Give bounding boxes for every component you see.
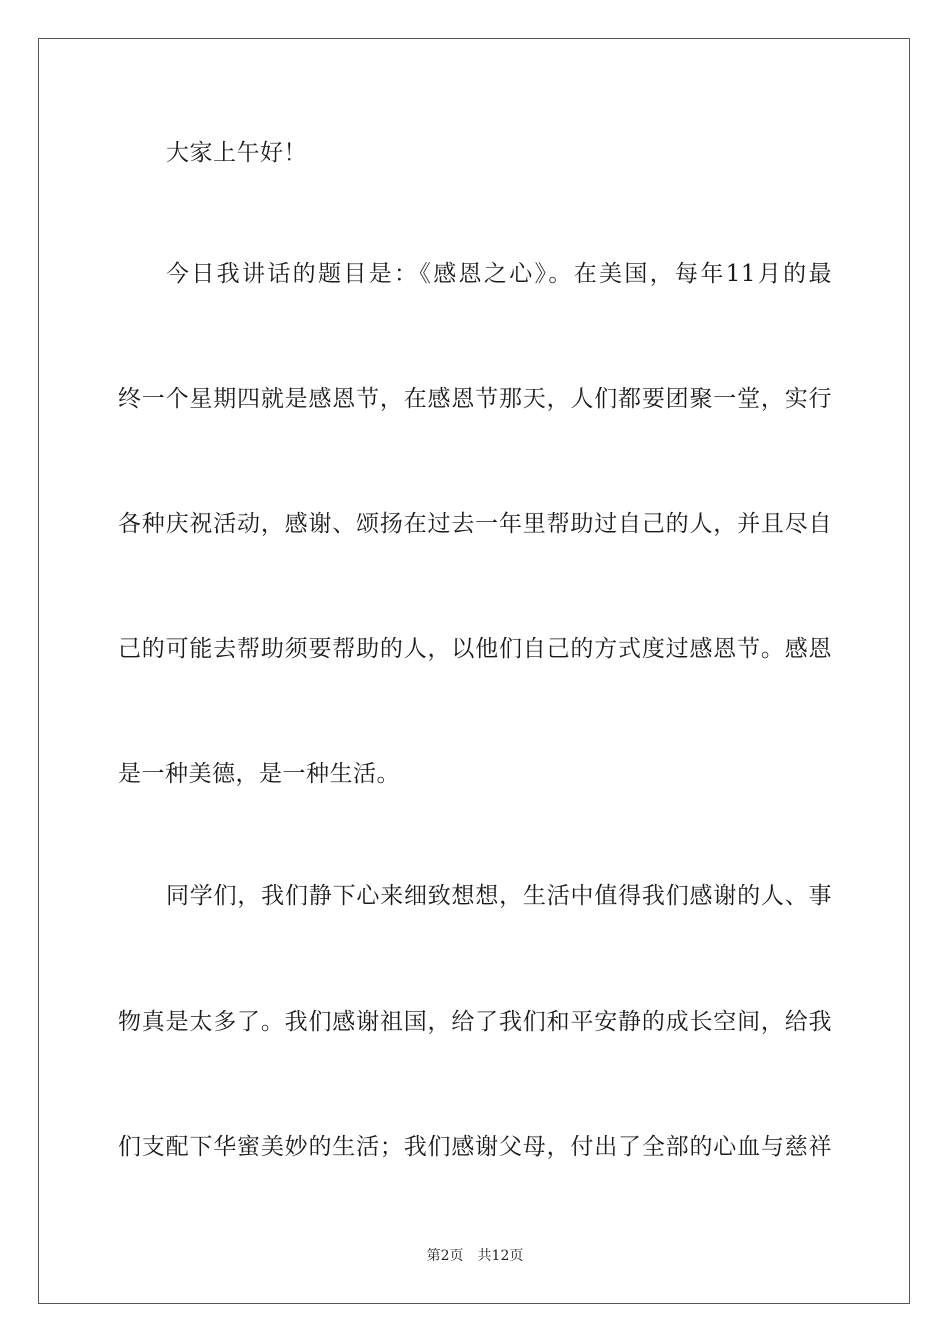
page-border: [38, 38, 910, 1304]
paragraph-line: 今日我讲话的题目是：《感恩之心》。在美国，每年11月的最: [166, 261, 832, 287]
paragraph-line: 物真是太多了。我们感谢祖国，给了我们和平安静的成长空间，给我: [118, 1009, 832, 1035]
page-total: 共12页: [477, 1248, 524, 1264]
page-number: 第2页: [426, 1248, 464, 1264]
page-footer: [0, 1246, 950, 1266]
paragraph-line: 同学们，我们静下心来细致想想，生活中值得我们感谢的人、事: [166, 883, 832, 909]
paragraph-line: 各种庆祝活动，感谢、颂扬在过去一年里帮助过自己的人，并且尽自: [118, 511, 832, 537]
paragraph-line: 们支配下华蜜美妙的生活；我们感谢父母，付出了全部的心血与慈祥: [118, 1134, 832, 1160]
paragraph-line: 己的可能去帮助须要帮助的人，以他们自己的方式度过感恩节。感恩: [118, 636, 832, 662]
paragraph-line: 大家上午好！: [166, 140, 307, 166]
paragraph-line: 终一个星期四就是感恩节，在感恩节那天，人们都要团聚一堂，实行: [118, 386, 832, 412]
paragraph-line: 是一种美德，是一种生活。: [118, 761, 400, 787]
